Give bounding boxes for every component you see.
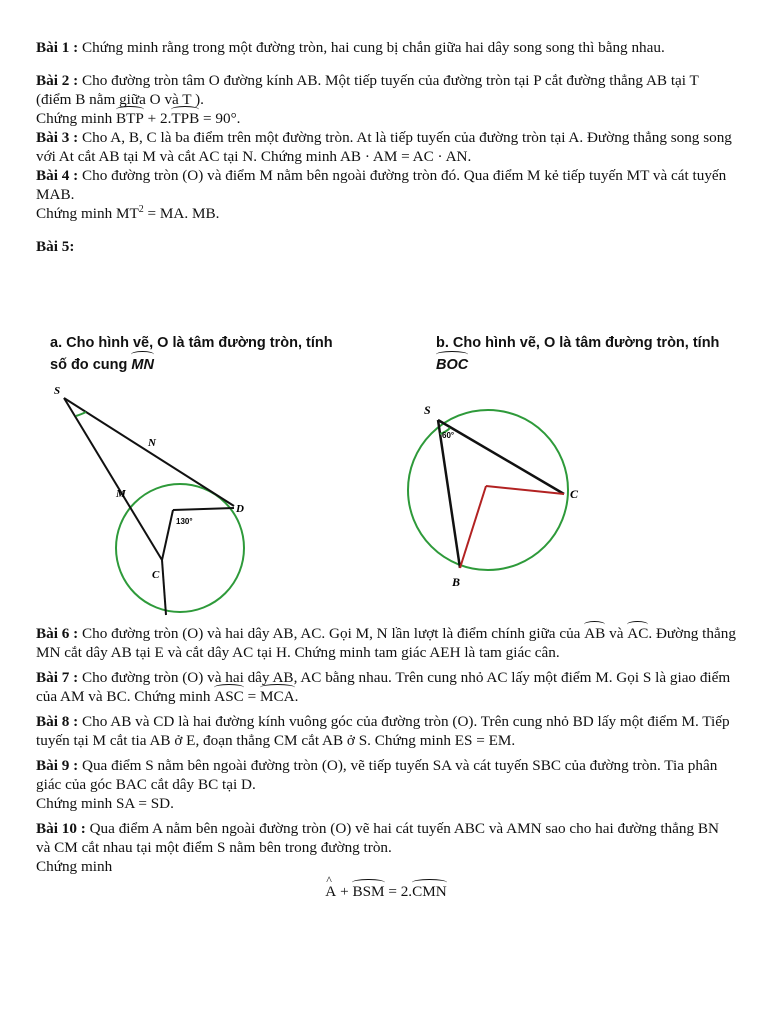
figure-a-line1: a. Cho hình vẽ, O là tâm đường tròn, tính (50, 335, 333, 351)
problem-sheet (36, 38, 736, 256)
arc-ac: AC (627, 625, 649, 642)
label-s-b: S (424, 403, 431, 417)
problem-3-text: Cho A, B, C là ba điểm trên một đường tròn. At là tiếp tuyến của đường tròn tại A. Đường thẳng song song với At cắt AB tại M và cắt AC tại N. Chứng minh AB · AM = AC · AN. (36, 129, 732, 165)
figure-a-line2 (50, 354, 380, 376)
line-s-b-b (438, 420, 460, 568)
problem-1-text: Chứng minh rằng trong một đường tròn, hai cung bị chắn giữa hai dây song song thì bằng nhau. (82, 39, 665, 56)
problem-10-prove: Chứng minh (36, 858, 113, 875)
problem-10-formula (36, 882, 736, 901)
problem-10 (36, 819, 736, 857)
circle-b (408, 410, 568, 570)
arc-ab: AB (584, 625, 606, 642)
problem-7-label: Bài 7 : (36, 669, 79, 686)
arc-boc: BOC (436, 354, 468, 376)
problem-8-text: Cho AB và CD là hai đường kính vuông góc của đường tròn (O). Trên cung nhỏ BD lấy một điểm M. Tiếp tuyến tại M cắt tia AB ở E, đoạn thẳng CM cắt AB ở S. Chứng minh ES = EM. (36, 713, 730, 749)
figure-b-diagram (376, 390, 596, 620)
problem-5-label: Bài 5: (36, 238, 75, 255)
problem-6-text-1: Cho đường tròn (O) và hai dây AB, AC. Gọi M, N lần lượt là điểm chính giữa của (82, 625, 585, 642)
problem-9-text: Qua điểm S nằm bên ngoài đường tròn (O), vẽ tiếp tuyến SA và cát tuyến SBC của đường tròn. Tia phân giác của góc BAC cắt dây BC tại D. (36, 757, 718, 793)
label-c-b: C (570, 487, 579, 501)
problems-6-10 (36, 624, 736, 901)
angle-a: ^ A (325, 882, 336, 901)
problem-2 (36, 71, 736, 109)
label-n: N (148, 437, 156, 449)
label-d: D (236, 503, 244, 515)
label-angle-b: 60° (442, 431, 455, 440)
problem-3-label: Bài 3 : (36, 129, 79, 146)
problem-4-prove (36, 204, 736, 223)
prove-mt: Chứng minh MT (36, 205, 139, 222)
angle-tpb: TPB (171, 110, 200, 127)
label-m: M (116, 488, 126, 500)
formula-eq: = 2. (384, 883, 413, 900)
plus-two: + 2. (143, 110, 172, 127)
problem-4-text: Cho đường tròn (O) và điểm M nằm bên ngoài đường tròn đó. Qua điểm M kẻ tiếp tuyến MT và cát tuyến MAB. (36, 167, 727, 203)
figure-b-line1: b. Cho hình vẽ, O là tâm đường tròn, tính (436, 335, 720, 351)
prove-prefix: Chứng minh (36, 110, 116, 127)
figure-a-line2-text: số đo cung (50, 357, 132, 373)
problem-9-label: Bài 9 : (36, 757, 79, 774)
label-angle-a: 130° (176, 517, 193, 526)
problem-9-prove: Chứng minh SA = SD. (36, 795, 174, 812)
problem-1 (36, 38, 736, 57)
label-c: C (152, 569, 160, 581)
prove-end: = MA. MB. (143, 205, 220, 222)
angle-asc: ASC (214, 688, 244, 705)
problem-3 (36, 128, 736, 166)
line-c-extend (162, 560, 166, 615)
problem-4 (36, 166, 736, 204)
line-o-b-b (460, 486, 486, 568)
formula-plus: + (336, 883, 353, 900)
problem-2-text: Cho đường tròn tâm O đường kính AB. Một tiếp tuyến của đường tròn tại P cắt đường thẳng AB tại T (điểm B nằm giữa O và T ). (36, 72, 699, 108)
problem-8-label: Bài 8 : (36, 713, 79, 730)
circle-a (116, 484, 244, 612)
problem-2-label: Bài 2 : (36, 72, 79, 89)
problem-5-figures (36, 330, 756, 620)
problem-7-text-2: = (243, 688, 260, 705)
problem-6 (36, 624, 736, 662)
figure-b-line2 (436, 354, 756, 376)
problem-4-label: Bài 4 : (36, 167, 79, 184)
line-o-c (162, 510, 173, 560)
arc-cmn: CMN (412, 883, 447, 900)
problem-1-label: Bài 1 : (36, 39, 79, 56)
equals-90: = 90°. (199, 110, 241, 127)
angle-btp: BTP (115, 110, 144, 127)
problem-6-text-3: . Đường thẳng MN cắt dây AB tại E và cắt dây AC tại H. Chứng minh tam giác AEH là tam giác cân. (36, 625, 736, 661)
problem-10-text: Qua điểm A nằm bên ngoài đường tròn (O) vẽ hai cát tuyến ABC và AMN sao cho hai đường thẳng BN và CM cắt nhau tại một điểm S nằm bên trong đường tròn. (36, 820, 719, 856)
label-s: S (54, 385, 61, 397)
problem-2-prove (36, 109, 736, 128)
line-s-d (64, 398, 234, 506)
angle-mark-s (76, 412, 86, 416)
problem-6-label: Bài 6 : (36, 625, 79, 642)
problem-9 (36, 756, 736, 794)
angle-bsm: BSM (352, 883, 385, 900)
line-s-c-b (438, 420, 564, 494)
arc-mn: MN (131, 354, 154, 376)
figure-a-diagram (36, 380, 296, 620)
line-o-d (173, 508, 234, 510)
problem-7-text-3: . (294, 688, 299, 705)
exponent: 2 (138, 203, 144, 215)
problem-7-text-1: Cho đường tròn (O) và hai dây AB, AC bằng nhau. Trên cung nhỏ AC lấy một điểm M. Gọi S là giao điểm của AM và BC. Chứng minh (36, 669, 731, 705)
angle-mca: MCA (259, 688, 295, 705)
problem-6-text-2: và (605, 625, 628, 642)
figure-a-caption (50, 332, 380, 376)
label-b-b: B (452, 575, 461, 589)
problem-10-label: Bài 10 : (36, 820, 86, 837)
figure-b-caption (436, 332, 756, 376)
problem-8 (36, 712, 736, 750)
line-s-c (64, 398, 162, 560)
problem-7 (36, 668, 736, 706)
